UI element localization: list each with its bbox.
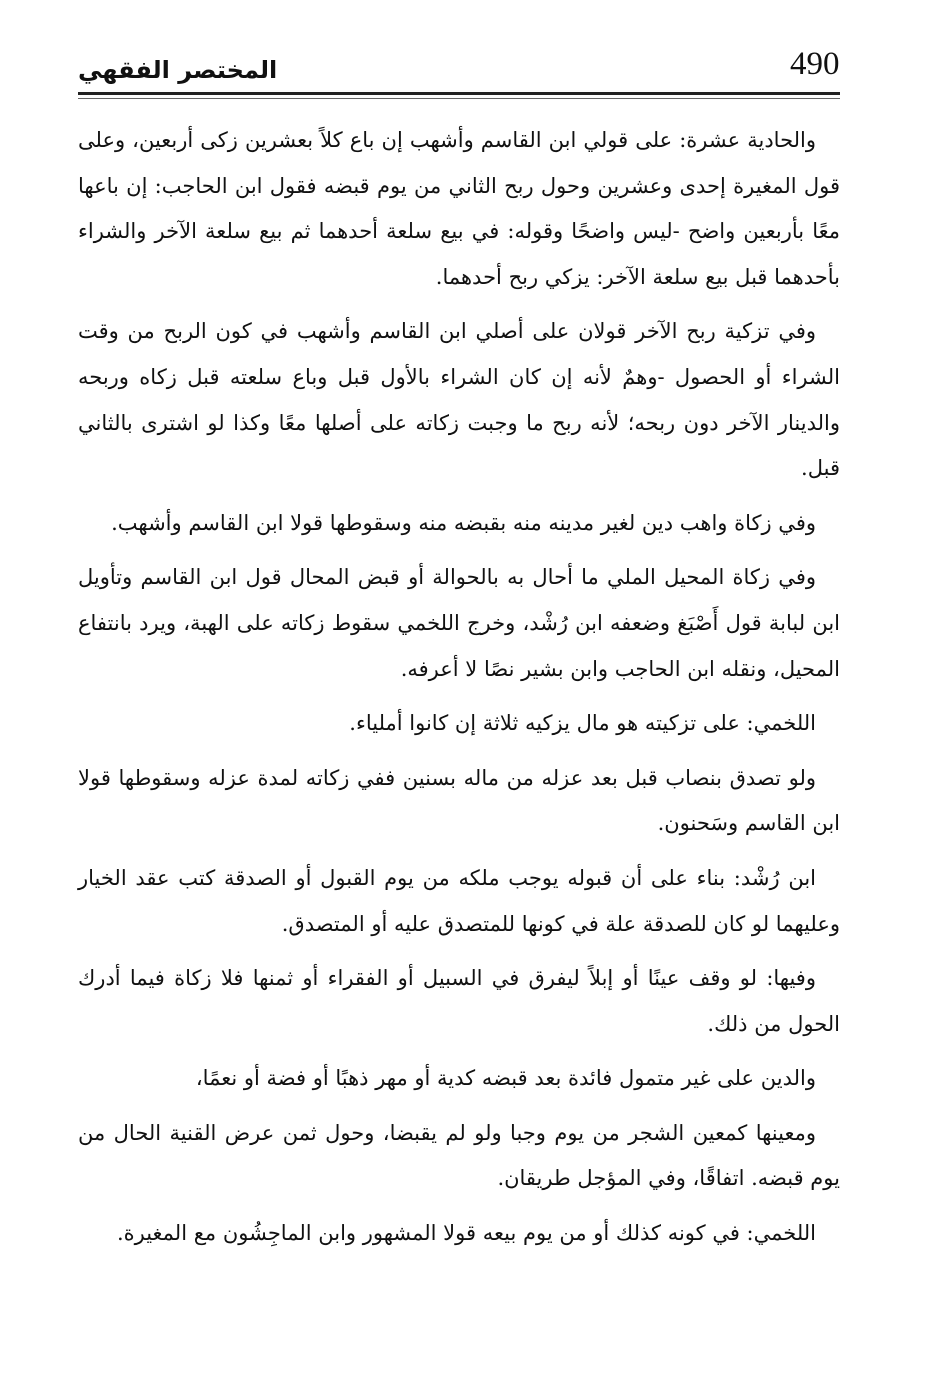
header-rule: [78, 92, 840, 95]
paragraph: ابن رُشْد: بناء على أن قبوله يوجب ملكه من يوم القبول أو الصدقة كتب عقد الخيار وعليهما لو كان للصدقة علة في كونها للمتصدق عليه أو المتصدق.: [78, 865, 840, 936]
paragraph: وفيها: لو وقف عينًا أو إبلاً ليفرق في السبيل أو الفقراء أو ثمنها فلا زكاة فيما أدرك الحول من ذلك.: [78, 966, 840, 1036]
page-number: 490: [790, 46, 840, 82]
paragraph: وفي زكاة واهب دين لغير مدينه منه بقبضه منه وسقوطها قولا ابن القاسم وأشهب.: [111, 510, 816, 535]
paragraph: ولو تصدق بنصاب قبل بعد عزله من ماله بسنين ففي زكاته لمدة عزله وسقوطها قولا ابن القاسم وسَحنون.: [78, 765, 840, 836]
paragraph: ومعينها كمعين الشجر من يوم وجبا ولو لم يقبضا، وحول ثمن عرض القنية الحال من يوم قبضه. اتفاقًا، وفي المؤجل طريقان.: [78, 1120, 840, 1191]
running-title: المختصر الفقهي: [78, 56, 278, 84]
body-text: [78, 118, 840, 1266]
page-header: [78, 42, 845, 98]
paragraph: اللخمي: في كونه كذلك أو من يوم بيعه قولا المشهور وابن الماجِشُون مع المغيرة.: [116, 1221, 816, 1246]
paragraph: اللخمي: على تزكيته هو مال يزكيه ثلاثة إن كانوا أملياء.: [349, 711, 816, 736]
paragraph: والدين على غير متمول فائدة بعد قبضه كدية أو مهر ذهبًا أو فضة أو نعمًا،: [195, 1066, 816, 1091]
paragraph: وفي تزكية ربح الآخر قولان على أصلي ابن القاسم وأشهب في كون الربح من وقت الشراء أو الحصول -وهمٌ لأنه إن كان الشراء بالأول قبل وباع سلعته قبل زكاه وربحه والدينار الآخر دون ربحه؛ لأنه ربح ما وجبت زكاته على أصلها معًا وكذا لو اشترى بالثاني قبل.: [78, 319, 840, 481]
paragraph: والحادية عشرة: على قولي ابن القاسم وأشهب إن باع كلاً بعشرين زكى أربعين، وعلى قول المغيرة إحدى وعشرين وحول ربح الثاني من يوم قبضه فقول ابن الحاجب: إن باعها معًا بأربعين واضح -ليس واضحًا وقوله: في بيع سلعة أحدهما ثم بيع سلعة الآخر والشراء بأحدهما قبل بيع سلعة الآخر: يزكي ربح أحدهما.: [78, 128, 840, 289]
paragraph: وفي زكاة المحيل الملي ما أحال به بالحوالة أو قبض المحال قول ابن القاسم وتأويل ابن لبابة قول أَصْبَغ وضعفه ابن رُشْد، وخرج اللخمي سقوط زكاته على الهبة، ويرد بانتفاع المحيل، ونقله ابن الحاجب وابن بشير نصًا لا أعرفه.: [78, 565, 840, 681]
header-rule-thin: [78, 98, 840, 99]
